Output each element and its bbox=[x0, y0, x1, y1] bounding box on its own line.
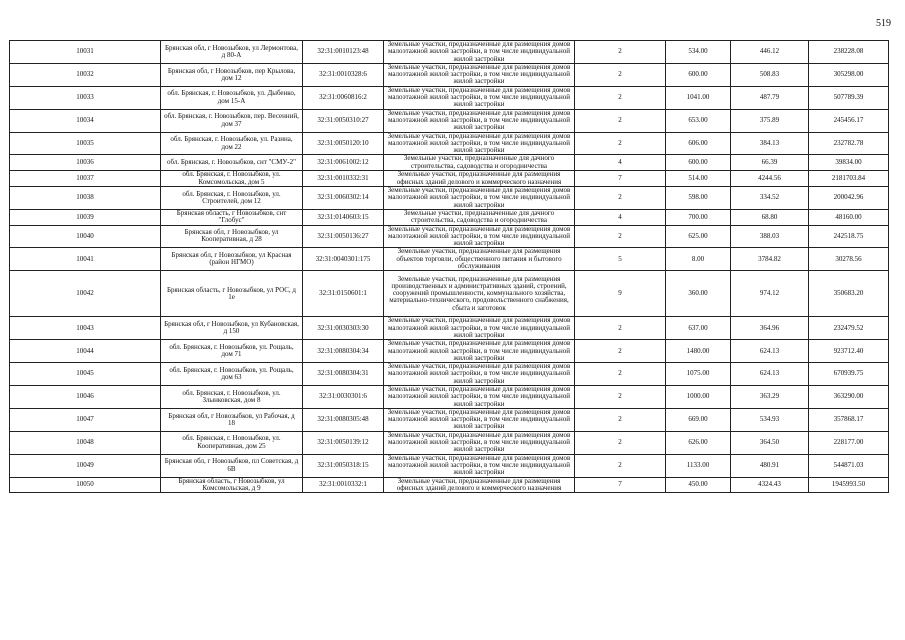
cell-cadastral-number: 32:31:0050139:12 bbox=[303, 431, 384, 454]
cell-cadastral-number: 32:31:0050310:27 bbox=[303, 109, 384, 132]
cell-area: 1075.00 bbox=[666, 363, 731, 386]
cell-address: обл. Брянская, г. Новозыбков, ул. Рощаль, дом 63 bbox=[161, 363, 303, 386]
cell-cadastral-number: 32:31:0080304:31 bbox=[303, 363, 384, 386]
cell-land-use: Земельные участки, предназначенные для размещения домов малоэтажной жилой застройки, в том числе индивидуальной жилой застройки bbox=[384, 63, 575, 86]
cell-address: обл. Брянская, г. Новозыбков, ул. Строителей, дом 12 bbox=[161, 187, 303, 210]
cell-area: 514.00 bbox=[666, 171, 731, 187]
cell-category: 2 bbox=[575, 454, 666, 477]
cell-cadastral-number: 32:31:0050136:27 bbox=[303, 225, 384, 248]
cell-category: 4 bbox=[575, 155, 666, 171]
cell-cadastral-number: 32:31:0080305:48 bbox=[303, 408, 384, 431]
cell-number: 10036 bbox=[10, 155, 161, 171]
cell-number: 10049 bbox=[10, 454, 161, 477]
cell-cadastral-number: 32:31:0080304:34 bbox=[303, 340, 384, 363]
cell-address: Брянская область, г Новозыбков, снт "Глобус" bbox=[161, 209, 303, 225]
cell-category: 7 bbox=[575, 477, 666, 493]
cell-address: обл. Брянская, г. Новозыбков, ул. Рощаль, дом 71 bbox=[161, 340, 303, 363]
cell-cadastral-number: 32:31:0061002:12 bbox=[303, 155, 384, 171]
cell-area: 626.00 bbox=[666, 431, 731, 454]
cell-land-use: Земельные участки, предназначенные для размещения офисных зданий делового и коммерческого назначения bbox=[384, 171, 575, 187]
cell-cadastral-number: 32:31:0050318:15 bbox=[303, 454, 384, 477]
registry-body bbox=[10, 41, 889, 493]
cell-area: 653.00 bbox=[666, 109, 731, 132]
cell-number: 10031 bbox=[10, 41, 161, 64]
table-row bbox=[10, 155, 889, 171]
cell-cadastral-value: 242518.75 bbox=[809, 225, 889, 248]
registry-table bbox=[9, 40, 889, 493]
cell-category: 2 bbox=[575, 225, 666, 248]
cell-specific-value: 375.89 bbox=[731, 109, 809, 132]
cell-area: 1480.00 bbox=[666, 340, 731, 363]
cell-cadastral-value: 238228.08 bbox=[809, 41, 889, 64]
cell-address: обл. Брянская, г. Новозыбков, ул. Кооперативная, дом 25 bbox=[161, 431, 303, 454]
cell-cadastral-value: 232479.52 bbox=[809, 317, 889, 340]
cell-address: Брянская область, г Новозыбков, ул РОС, д 1е bbox=[161, 271, 303, 317]
cell-area: 600.00 bbox=[666, 63, 731, 86]
table-row bbox=[10, 132, 889, 155]
cell-number: 10035 bbox=[10, 132, 161, 155]
cell-address: Брянская обл, г Новозыбков, пер Крылова, дом 12 bbox=[161, 63, 303, 86]
cell-specific-value: 388.03 bbox=[731, 225, 809, 248]
cell-specific-value: 534.93 bbox=[731, 408, 809, 431]
cell-land-use: Земельные участки, предназначенные для размещения домов малоэтажной жилой застройки, в том числе индивидуальной жилой застройки bbox=[384, 363, 575, 386]
cell-specific-value: 624.13 bbox=[731, 340, 809, 363]
cell-specific-value: 624.13 bbox=[731, 363, 809, 386]
cell-specific-value: 384.13 bbox=[731, 132, 809, 155]
table-row bbox=[10, 209, 889, 225]
cell-cadastral-value: 1945993.50 bbox=[809, 477, 889, 493]
cell-number: 10033 bbox=[10, 86, 161, 109]
cell-cadastral-value: 670939.75 bbox=[809, 363, 889, 386]
cell-area: 669.00 bbox=[666, 408, 731, 431]
cell-address: обл. Брянская, г. Новозыбков, снт "СМУ-2" bbox=[161, 155, 303, 171]
cell-area: 625.00 bbox=[666, 225, 731, 248]
table-row bbox=[10, 317, 889, 340]
cell-category: 2 bbox=[575, 408, 666, 431]
cell-category: 9 bbox=[575, 271, 666, 317]
cell-category: 2 bbox=[575, 340, 666, 363]
cell-cadastral-number: 32:31:0010332:1 bbox=[303, 477, 384, 493]
cell-specific-value: 446.12 bbox=[731, 41, 809, 64]
cell-area: 598.00 bbox=[666, 187, 731, 210]
cell-cadastral-number: 32:31:0050120:10 bbox=[303, 132, 384, 155]
cell-category: 4 bbox=[575, 209, 666, 225]
cell-cadastral-value: 357868.17 bbox=[809, 408, 889, 431]
cell-cadastral-number: 32:31:0060302:14 bbox=[303, 187, 384, 210]
cell-cadastral-value: 350683.20 bbox=[809, 271, 889, 317]
cell-area: 606.00 bbox=[666, 132, 731, 155]
cell-address: Брянская обл, г Новозыбков, пл Советская, д 6В bbox=[161, 454, 303, 477]
cell-number: 10046 bbox=[10, 385, 161, 408]
cell-category: 2 bbox=[575, 317, 666, 340]
cell-specific-value: 66.39 bbox=[731, 155, 809, 171]
cell-number: 10040 bbox=[10, 225, 161, 248]
table-row bbox=[10, 86, 889, 109]
cell-area: 600.00 bbox=[666, 155, 731, 171]
cell-number: 10045 bbox=[10, 363, 161, 386]
cell-number: 10042 bbox=[10, 271, 161, 317]
cell-specific-value: 68.80 bbox=[731, 209, 809, 225]
cell-cadastral-number: 32:31:0010332:31 bbox=[303, 171, 384, 187]
cell-number: 10044 bbox=[10, 340, 161, 363]
cell-cadastral-number: 32:31:0030301:6 bbox=[303, 385, 384, 408]
cell-cadastral-number: 32:31:0060816:2 bbox=[303, 86, 384, 109]
cell-category: 2 bbox=[575, 431, 666, 454]
cell-area: 8.00 bbox=[666, 248, 731, 271]
cell-address: Брянская обл, г Новозыбков, ул Лермонтова, д 80-А bbox=[161, 41, 303, 64]
cell-cadastral-value: 48160.00 bbox=[809, 209, 889, 225]
table-row bbox=[10, 225, 889, 248]
cell-category: 2 bbox=[575, 385, 666, 408]
table-row bbox=[10, 408, 889, 431]
cell-address: Брянская обл, г Новозыбков, ул Кубановская, д 150 bbox=[161, 317, 303, 340]
cell-area: 450.00 bbox=[666, 477, 731, 493]
table-row bbox=[10, 477, 889, 493]
cell-specific-value: 364.96 bbox=[731, 317, 809, 340]
cell-land-use: Земельные участки, предназначенные для размещения офисных зданий делового и коммерческого назначения bbox=[384, 477, 575, 493]
cell-cadastral-value: 39834.00 bbox=[809, 155, 889, 171]
cell-specific-value: 974.12 bbox=[731, 271, 809, 317]
cell-specific-value: 363.29 bbox=[731, 385, 809, 408]
cell-specific-value: 487.79 bbox=[731, 86, 809, 109]
cell-address: обл. Брянская, г. Новозыбков, ул. Злынковская, дом 8 bbox=[161, 385, 303, 408]
cell-category: 2 bbox=[575, 86, 666, 109]
cell-specific-value: 364.50 bbox=[731, 431, 809, 454]
cell-cadastral-number: 32:31:0150601:1 bbox=[303, 271, 384, 317]
cell-category: 2 bbox=[575, 41, 666, 64]
cell-cadastral-number: 32:31:0040301:175 bbox=[303, 248, 384, 271]
cell-cadastral-value: 30278.56 bbox=[809, 248, 889, 271]
cell-address: Брянская обл, г Новозыбков, ул Кооперативная, д 28 bbox=[161, 225, 303, 248]
cell-category: 2 bbox=[575, 109, 666, 132]
cell-cadastral-value: 2181703.84 bbox=[809, 171, 889, 187]
cell-cadastral-value: 305298.00 bbox=[809, 63, 889, 86]
cell-area: 637.00 bbox=[666, 317, 731, 340]
table-row bbox=[10, 431, 889, 454]
cell-area: 1133.00 bbox=[666, 454, 731, 477]
cell-cadastral-value: 544871.03 bbox=[809, 454, 889, 477]
page-number: 519 bbox=[876, 18, 891, 29]
cell-land-use: Земельные участки, предназначенные для размещения домов малоэтажной жилой застройки, в том числе индивидуальной жилой застройки bbox=[384, 187, 575, 210]
cell-specific-value: 4244.56 bbox=[731, 171, 809, 187]
cell-cadastral-number: 32:31:0030303:30 bbox=[303, 317, 384, 340]
cell-category: 5 bbox=[575, 248, 666, 271]
cell-area: 360.00 bbox=[666, 271, 731, 317]
table-row bbox=[10, 340, 889, 363]
cell-land-use: Земельные участки, предназначенные для размещения домов малоэтажной жилой застройки, в том числе индивидуальной жилой застройки bbox=[384, 86, 575, 109]
cell-land-use: Земельные участки, предназначенные для размещения объектов торговли, общественного питания и бытового обслуживания bbox=[384, 248, 575, 271]
cell-cadastral-value: 923712.40 bbox=[809, 340, 889, 363]
cell-area: 1000.00 bbox=[666, 385, 731, 408]
cell-specific-value: 334.52 bbox=[731, 187, 809, 210]
cell-cadastral-value: 232782.78 bbox=[809, 132, 889, 155]
cell-number: 10032 bbox=[10, 63, 161, 86]
cell-number: 10037 bbox=[10, 171, 161, 187]
table-row bbox=[10, 187, 889, 210]
table-row bbox=[10, 454, 889, 477]
cell-area: 1041.00 bbox=[666, 86, 731, 109]
cell-address: Брянская область, г Новозыбков, ул Комсомольская, д 9 bbox=[161, 477, 303, 493]
cell-land-use: Земельные участки, предназначенные для размещения домов малоэтажной жилой застройки, в том числе индивидуальной жилой застройки bbox=[384, 454, 575, 477]
cell-address: обл. Брянская, г. Новозыбков, ул. Дыбенко, дом 15-А bbox=[161, 86, 303, 109]
cell-land-use: Земельные участки, предназначенные для размещения домов малоэтажной жилой застройки, в том числе индивидуальной жилой застройки bbox=[384, 109, 575, 132]
table-row bbox=[10, 385, 889, 408]
table-row bbox=[10, 41, 889, 64]
cell-land-use: Земельные участки, предназначенные для размещения домов малоэтажной жилой застройки, в том числе индивидуальной жилой застройки bbox=[384, 132, 575, 155]
cell-address: Брянская обл, г Новозыбков, ул Рабочая, д 18 bbox=[161, 408, 303, 431]
cell-specific-value: 3784.82 bbox=[731, 248, 809, 271]
table-row bbox=[10, 63, 889, 86]
cell-specific-value: 4324.43 bbox=[731, 477, 809, 493]
cell-category: 7 bbox=[575, 171, 666, 187]
cell-cadastral-value: 200042.96 bbox=[809, 187, 889, 210]
table-row bbox=[10, 271, 889, 317]
cell-number: 10034 bbox=[10, 109, 161, 132]
table-row bbox=[10, 109, 889, 132]
cell-land-use: Земельные участки, предназначенные для размещения домов малоэтажной жилой застройки, в том числе индивидуальной жилой застройки bbox=[384, 385, 575, 408]
cell-address: обл. Брянская, г. Новозыбков, пер. Весенний, дом 37 bbox=[161, 109, 303, 132]
cell-number: 10047 bbox=[10, 408, 161, 431]
cell-land-use: Земельные участки, предназначенные для размещения домов малоэтажной жилой застройки, в том числе индивидуальной жилой застройки bbox=[384, 317, 575, 340]
cell-number: 10038 bbox=[10, 187, 161, 210]
cell-land-use: Земельные участки, предназначенные для дачного строительства, садоводства и огородничества bbox=[384, 209, 575, 225]
cell-land-use: Земельные участки, предназначенные для размещения домов малоэтажной жилой застройки, в том числе индивидуальной жилой застройки bbox=[384, 225, 575, 248]
table-row bbox=[10, 171, 889, 187]
cell-specific-value: 480.91 bbox=[731, 454, 809, 477]
cell-address: обл. Брянская, г. Новозыбков, ул. Разина, дом 22 bbox=[161, 132, 303, 155]
cell-cadastral-value: 245456.17 bbox=[809, 109, 889, 132]
cell-land-use: Земельные участки, предназначенные для размещения домов малоэтажной жилой застройки, в том числе индивидуальной жилой застройки bbox=[384, 408, 575, 431]
cell-cadastral-value: 228177.00 bbox=[809, 431, 889, 454]
cell-land-use: Земельные участки, предназначенные для размещения домов малоэтажной жилой застройки, в том числе индивидуальной жилой застройки bbox=[384, 41, 575, 64]
cell-address: Брянская обл, г Новозыбков, ул Красная (район НГМО) bbox=[161, 248, 303, 271]
cell-cadastral-number: 32:31:0140603:15 bbox=[303, 209, 384, 225]
cell-category: 2 bbox=[575, 132, 666, 155]
cell-number: 10041 bbox=[10, 248, 161, 271]
cell-number: 10043 bbox=[10, 317, 161, 340]
cell-cadastral-value: 363290.00 bbox=[809, 385, 889, 408]
cell-address: обл. Брянская, г. Новозыбков, ул. Комсомольская, дом 5 bbox=[161, 171, 303, 187]
cell-number: 10039 bbox=[10, 209, 161, 225]
cell-land-use: Земельные участки, предназначенные для размещения производственных и административных зданий, строений, сооружений промышленности, коммунального хозяйства, материально-технического, продовольственного снабжения, сбыта и заготовок bbox=[384, 271, 575, 317]
cell-land-use: Земельные участки, предназначенные для дачного строительства, садоводства и огородничества bbox=[384, 155, 575, 171]
table-row bbox=[10, 363, 889, 386]
cell-cadastral-number: 32:31:0010123:48 bbox=[303, 41, 384, 64]
cell-category: 2 bbox=[575, 363, 666, 386]
table-row bbox=[10, 248, 889, 271]
cell-land-use: Земельные участки, предназначенные для размещения домов малоэтажной жилой застройки, в том числе индивидуальной жилой застройки bbox=[384, 340, 575, 363]
cell-area: 700.00 bbox=[666, 209, 731, 225]
cell-category: 2 bbox=[575, 63, 666, 86]
cell-specific-value: 508.83 bbox=[731, 63, 809, 86]
cell-land-use: Земельные участки, предназначенные для размещения домов малоэтажной жилой застройки, в том числе индивидуальной жилой застройки bbox=[384, 431, 575, 454]
cell-cadastral-number: 32:31:0010328:6 bbox=[303, 63, 384, 86]
cell-category: 2 bbox=[575, 187, 666, 210]
cell-cadastral-value: 507789.39 bbox=[809, 86, 889, 109]
cell-area: 534.00 bbox=[666, 41, 731, 64]
cell-number: 10048 bbox=[10, 431, 161, 454]
cell-number: 10050 bbox=[10, 477, 161, 493]
